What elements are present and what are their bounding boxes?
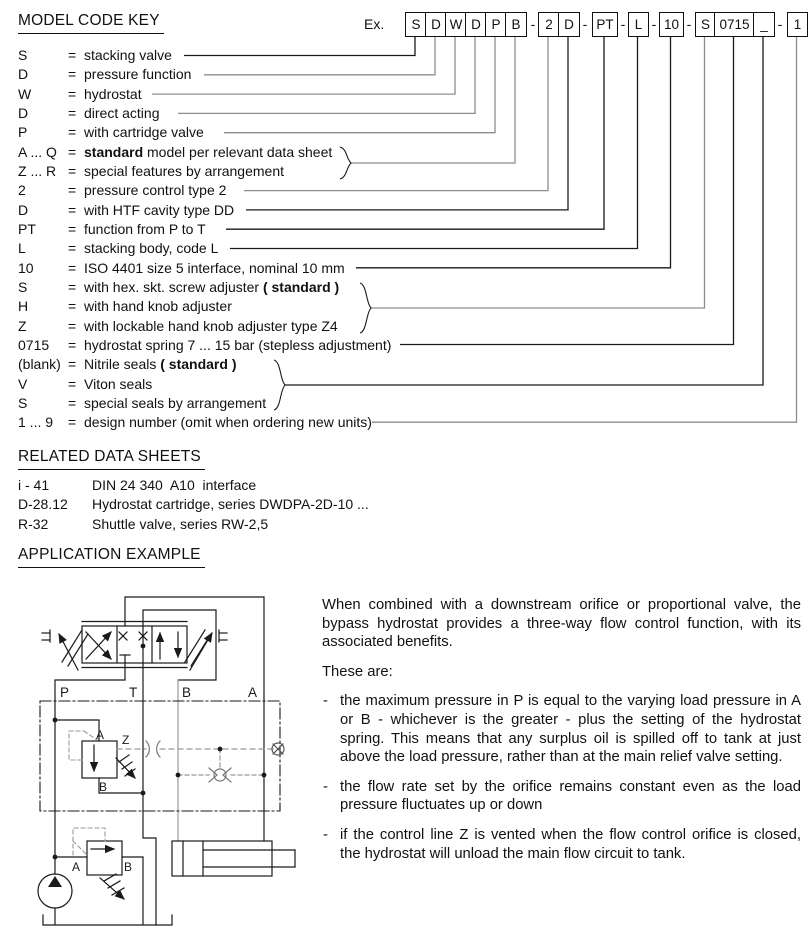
key-description	[84, 104, 159, 123]
key-code: S	[18, 279, 28, 295]
model-key-row	[18, 259, 345, 278]
key-equals: =	[68, 336, 77, 353]
key-desc-text: direct acting	[84, 105, 160, 121]
key-equals: =	[68, 375, 77, 392]
key-equals: =	[68, 414, 77, 431]
key-description	[84, 394, 266, 413]
key-desc-text: hydrostat	[84, 85, 142, 102]
connector-line	[372, 37, 797, 422]
plugged-port-icon	[272, 743, 284, 755]
code-box: S	[695, 12, 716, 37]
model-key-row	[18, 336, 391, 355]
model-key-row	[18, 394, 266, 413]
z-control-line	[117, 741, 273, 775]
code-box: D	[558, 12, 580, 37]
key-code: 1 ... 9	[18, 414, 54, 431]
connector-line	[226, 37, 604, 229]
key-equals: =	[68, 163, 77, 179]
key-description	[84, 278, 339, 297]
key-code: A ... Q	[18, 143, 57, 160]
model-key-row	[18, 65, 191, 84]
bullet-text: the flow rate set by the orifice remains constant even as the load pressure fluctuates up or down	[340, 778, 801, 814]
intro-paragraph: When combined with a downstream orifice or proportional valve, the bypass hydrostat provides a three-way flow control function, with its associated benefits.	[322, 597, 801, 651]
key-equals: =	[68, 182, 77, 199]
key-equals: =	[68, 143, 77, 160]
key-code: V	[18, 375, 28, 392]
key-equals: =	[68, 259, 77, 276]
key-code: L	[18, 240, 26, 257]
bullet-dash: -	[323, 826, 328, 843]
model-key-row	[18, 355, 236, 374]
key-desc-bold: standard	[84, 143, 144, 160]
hydrostat-label-z: Z	[122, 733, 130, 747]
key-code: PT	[18, 221, 36, 237]
model-key-row	[18, 85, 142, 104]
key-code: 2	[18, 182, 26, 199]
code-box: 0715	[714, 12, 755, 37]
group-brace	[340, 147, 351, 179]
port-label-p: P	[60, 685, 70, 700]
key-desc-text: pressure function	[84, 66, 192, 83]
model-key-row	[18, 297, 232, 316]
model-key-row	[18, 104, 159, 123]
application-example-heading: APPLICATION EXAMPLE	[18, 546, 205, 568]
key-description	[84, 46, 172, 65]
key-desc-text: ISO 4401 size 5 interface, nominal 10 mm	[84, 259, 345, 276]
key-description	[84, 239, 218, 258]
data-sheet-row	[18, 476, 369, 495]
data-sheet-description: DIN 24 340 A10 interface	[92, 477, 257, 493]
key-equals: =	[68, 124, 77, 141]
hydrostat-pilot-dashed	[69, 731, 97, 760]
model-key-row	[18, 162, 284, 181]
bullet-item	[322, 826, 801, 863]
model-key-row	[18, 123, 204, 142]
bullet-text: if the control line Z is vented when the flow control orifice is closed, the hydrostat will unload the main flow circuit to tank.	[340, 826, 801, 862]
connector-line	[285, 37, 763, 385]
model-key-row	[18, 317, 338, 336]
code-separator: -	[530, 16, 536, 32]
key-description	[84, 162, 284, 181]
shuttle-valve-icon	[209, 768, 231, 782]
code-separator: -	[620, 16, 626, 32]
key-desc-text: model per relevant data sheet	[143, 143, 333, 160]
example-label: Ex.	[364, 16, 385, 32]
code-box: D	[465, 12, 487, 37]
code-separator: -	[582, 16, 588, 32]
key-desc-text: Nitrile seals	[84, 356, 161, 373]
key-equals: =	[68, 47, 77, 63]
hydrostat-label-a: A	[96, 728, 105, 742]
junction-dot	[218, 747, 223, 752]
key-description	[84, 336, 391, 355]
key-desc-text: Viton seals	[84, 375, 153, 392]
connector-line	[244, 37, 548, 191]
key-description	[84, 143, 332, 162]
port-label-a: A	[248, 685, 258, 700]
group-brace	[274, 360, 285, 410]
connector-line	[356, 37, 671, 268]
key-desc-text: special seals by arrangement	[84, 394, 267, 411]
code-box: D	[425, 12, 447, 37]
code-box: 1	[787, 12, 808, 37]
hydrostat-label-b: B	[99, 780, 108, 794]
code-separator: -	[777, 16, 783, 32]
key-description	[84, 123, 204, 142]
key-desc-bold: ( standard )	[160, 356, 237, 373]
connector-line	[400, 37, 734, 345]
code-separator: -	[686, 16, 692, 32]
bullet-dash: -	[323, 778, 328, 795]
key-description	[84, 220, 206, 239]
port-label-b: B	[182, 685, 192, 700]
key-equals: =	[68, 201, 77, 218]
key-equals: =	[68, 279, 77, 295]
key-desc-text: with lockable hand knob adjuster type Z4	[84, 317, 338, 334]
key-equals: =	[68, 240, 77, 257]
model-key-row	[18, 181, 226, 200]
relief-valve-symbol	[53, 841, 143, 924]
code-box: S	[405, 12, 427, 37]
port-label-t: T	[129, 685, 138, 700]
code-box: _	[753, 12, 775, 37]
key-desc-text: function from P to T	[84, 221, 206, 237]
connector-line	[152, 37, 455, 94]
key-equals: =	[68, 221, 77, 237]
code-box: 10	[659, 12, 684, 37]
key-code: D	[18, 105, 29, 121]
connector-line	[184, 37, 415, 56]
key-equals: =	[68, 394, 77, 411]
key-description	[84, 317, 338, 336]
key-code: H	[18, 298, 29, 315]
key-description	[84, 297, 232, 316]
hydrostat-labels	[96, 728, 129, 794]
key-code: S	[18, 47, 28, 63]
data-sheet-id: D-28.12	[18, 496, 68, 513]
model-key-row	[18, 201, 234, 220]
tank-icon	[43, 915, 172, 925]
key-code: (blank)	[18, 356, 61, 373]
key-equals: =	[68, 85, 77, 102]
key-desc-bold: ( standard )	[262, 279, 340, 295]
model-key-row	[18, 46, 172, 65]
key-description	[84, 85, 142, 104]
data-sheet-id: R-32	[18, 515, 49, 532]
right-solenoid-actuator-icon	[185, 630, 227, 670]
key-equals: =	[68, 66, 77, 83]
relief-label-b: B	[124, 860, 133, 874]
bullet-text: the maximum pressure in P is equal to the varying load pressure in A or B - whichever is the greater - plus the setting of the hydrostat spring. This means that any surplus oil is spilled off to tank at just above the load pressure, rather than at the main relief valve setting.	[340, 693, 801, 766]
relief-label-a: A	[72, 860, 81, 874]
key-desc-text: with cartridge valve	[84, 124, 204, 141]
key-desc-text: stacking body, code L	[84, 240, 219, 257]
connector-line	[178, 37, 475, 113]
key-code: Z ... R	[18, 163, 57, 179]
key-desc-text: with HTF cavity type DD	[84, 201, 235, 218]
data-sheet-row	[18, 515, 369, 534]
data-sheet-description: Shuttle valve, series RW-2,5	[92, 515, 269, 532]
key-code: D	[18, 201, 29, 218]
model-key-row	[18, 143, 332, 162]
key-code: P	[18, 124, 28, 141]
bullet-item	[322, 778, 801, 815]
bullet-dash: -	[323, 693, 328, 710]
code-box: PT	[592, 12, 618, 37]
key-desc-text: with hex. skt. screw adjuster	[84, 279, 263, 295]
directional-valve-symbol	[82, 622, 187, 668]
key-desc-text: special features by arrangement	[84, 163, 284, 179]
connector-line	[246, 37, 568, 210]
key-description	[84, 201, 234, 220]
key-code: 0715	[18, 336, 50, 353]
key-code: Z	[18, 317, 27, 334]
key-desc-text: design number (omit when ordering new units)	[84, 414, 372, 431]
key-code: D	[18, 66, 29, 83]
junction-dot	[262, 773, 267, 778]
benefit-list	[322, 692, 801, 863]
cylinder-icon	[172, 841, 295, 876]
key-description	[84, 413, 372, 432]
code-box: W	[445, 12, 467, 37]
key-desc-text: pressure control type 2	[84, 182, 227, 199]
bullet-item	[322, 692, 801, 766]
data-sheet-row	[18, 495, 369, 514]
data-sheet-id: i - 41	[18, 477, 50, 493]
key-desc-text: hydrostat spring 7 ... 15 bar (stepless adjustment)	[84, 336, 392, 353]
list-lead: These are:	[322, 663, 393, 680]
key-equals: =	[68, 356, 77, 373]
left-solenoid-actuator-icon	[42, 630, 88, 670]
key-equals: =	[68, 298, 77, 315]
group-brace	[360, 283, 371, 333]
data-sheet-description: Hydrostat cartridge, series DWDPA-2D-10 ...	[92, 496, 369, 513]
junction-dot	[176, 773, 181, 778]
model-key-row	[18, 375, 152, 394]
port-labels	[60, 685, 257, 700]
connector-line	[224, 37, 495, 133]
key-description	[84, 375, 152, 394]
relief-labels	[72, 860, 132, 874]
key-code: 10	[18, 259, 34, 276]
connector-line	[351, 37, 515, 163]
key-description	[84, 355, 236, 374]
stacking-body-outline	[40, 701, 280, 811]
application-example-text	[322, 596, 801, 863]
connector-line	[204, 37, 435, 75]
code-separator: -	[651, 16, 657, 32]
related-data-sheets-list	[18, 476, 369, 534]
key-code: S	[18, 394, 28, 411]
model-key-row	[18, 220, 206, 239]
code-box: B	[505, 12, 527, 37]
connector-line	[371, 37, 705, 308]
key-desc-text: with hand knob adjuster	[84, 298, 232, 315]
hydraulic-circuit-diagram	[20, 578, 320, 942]
key-description	[84, 65, 191, 84]
model-key-row	[18, 278, 339, 297]
key-code: W	[18, 85, 32, 102]
model-key-row	[18, 239, 218, 258]
key-description	[84, 259, 345, 278]
key-desc-text: stacking valve	[84, 47, 172, 63]
code-box: 2	[538, 12, 560, 37]
code-box: P	[485, 12, 507, 37]
code-box: L	[628, 12, 649, 37]
related-data-sheets-heading: RELATED DATA SHEETS	[18, 448, 205, 470]
model-code-key-heading: MODEL CODE KEY	[18, 12, 164, 34]
key-description	[84, 181, 226, 200]
model-key-row	[18, 413, 372, 432]
key-equals: =	[68, 105, 77, 121]
key-equals: =	[68, 317, 77, 334]
